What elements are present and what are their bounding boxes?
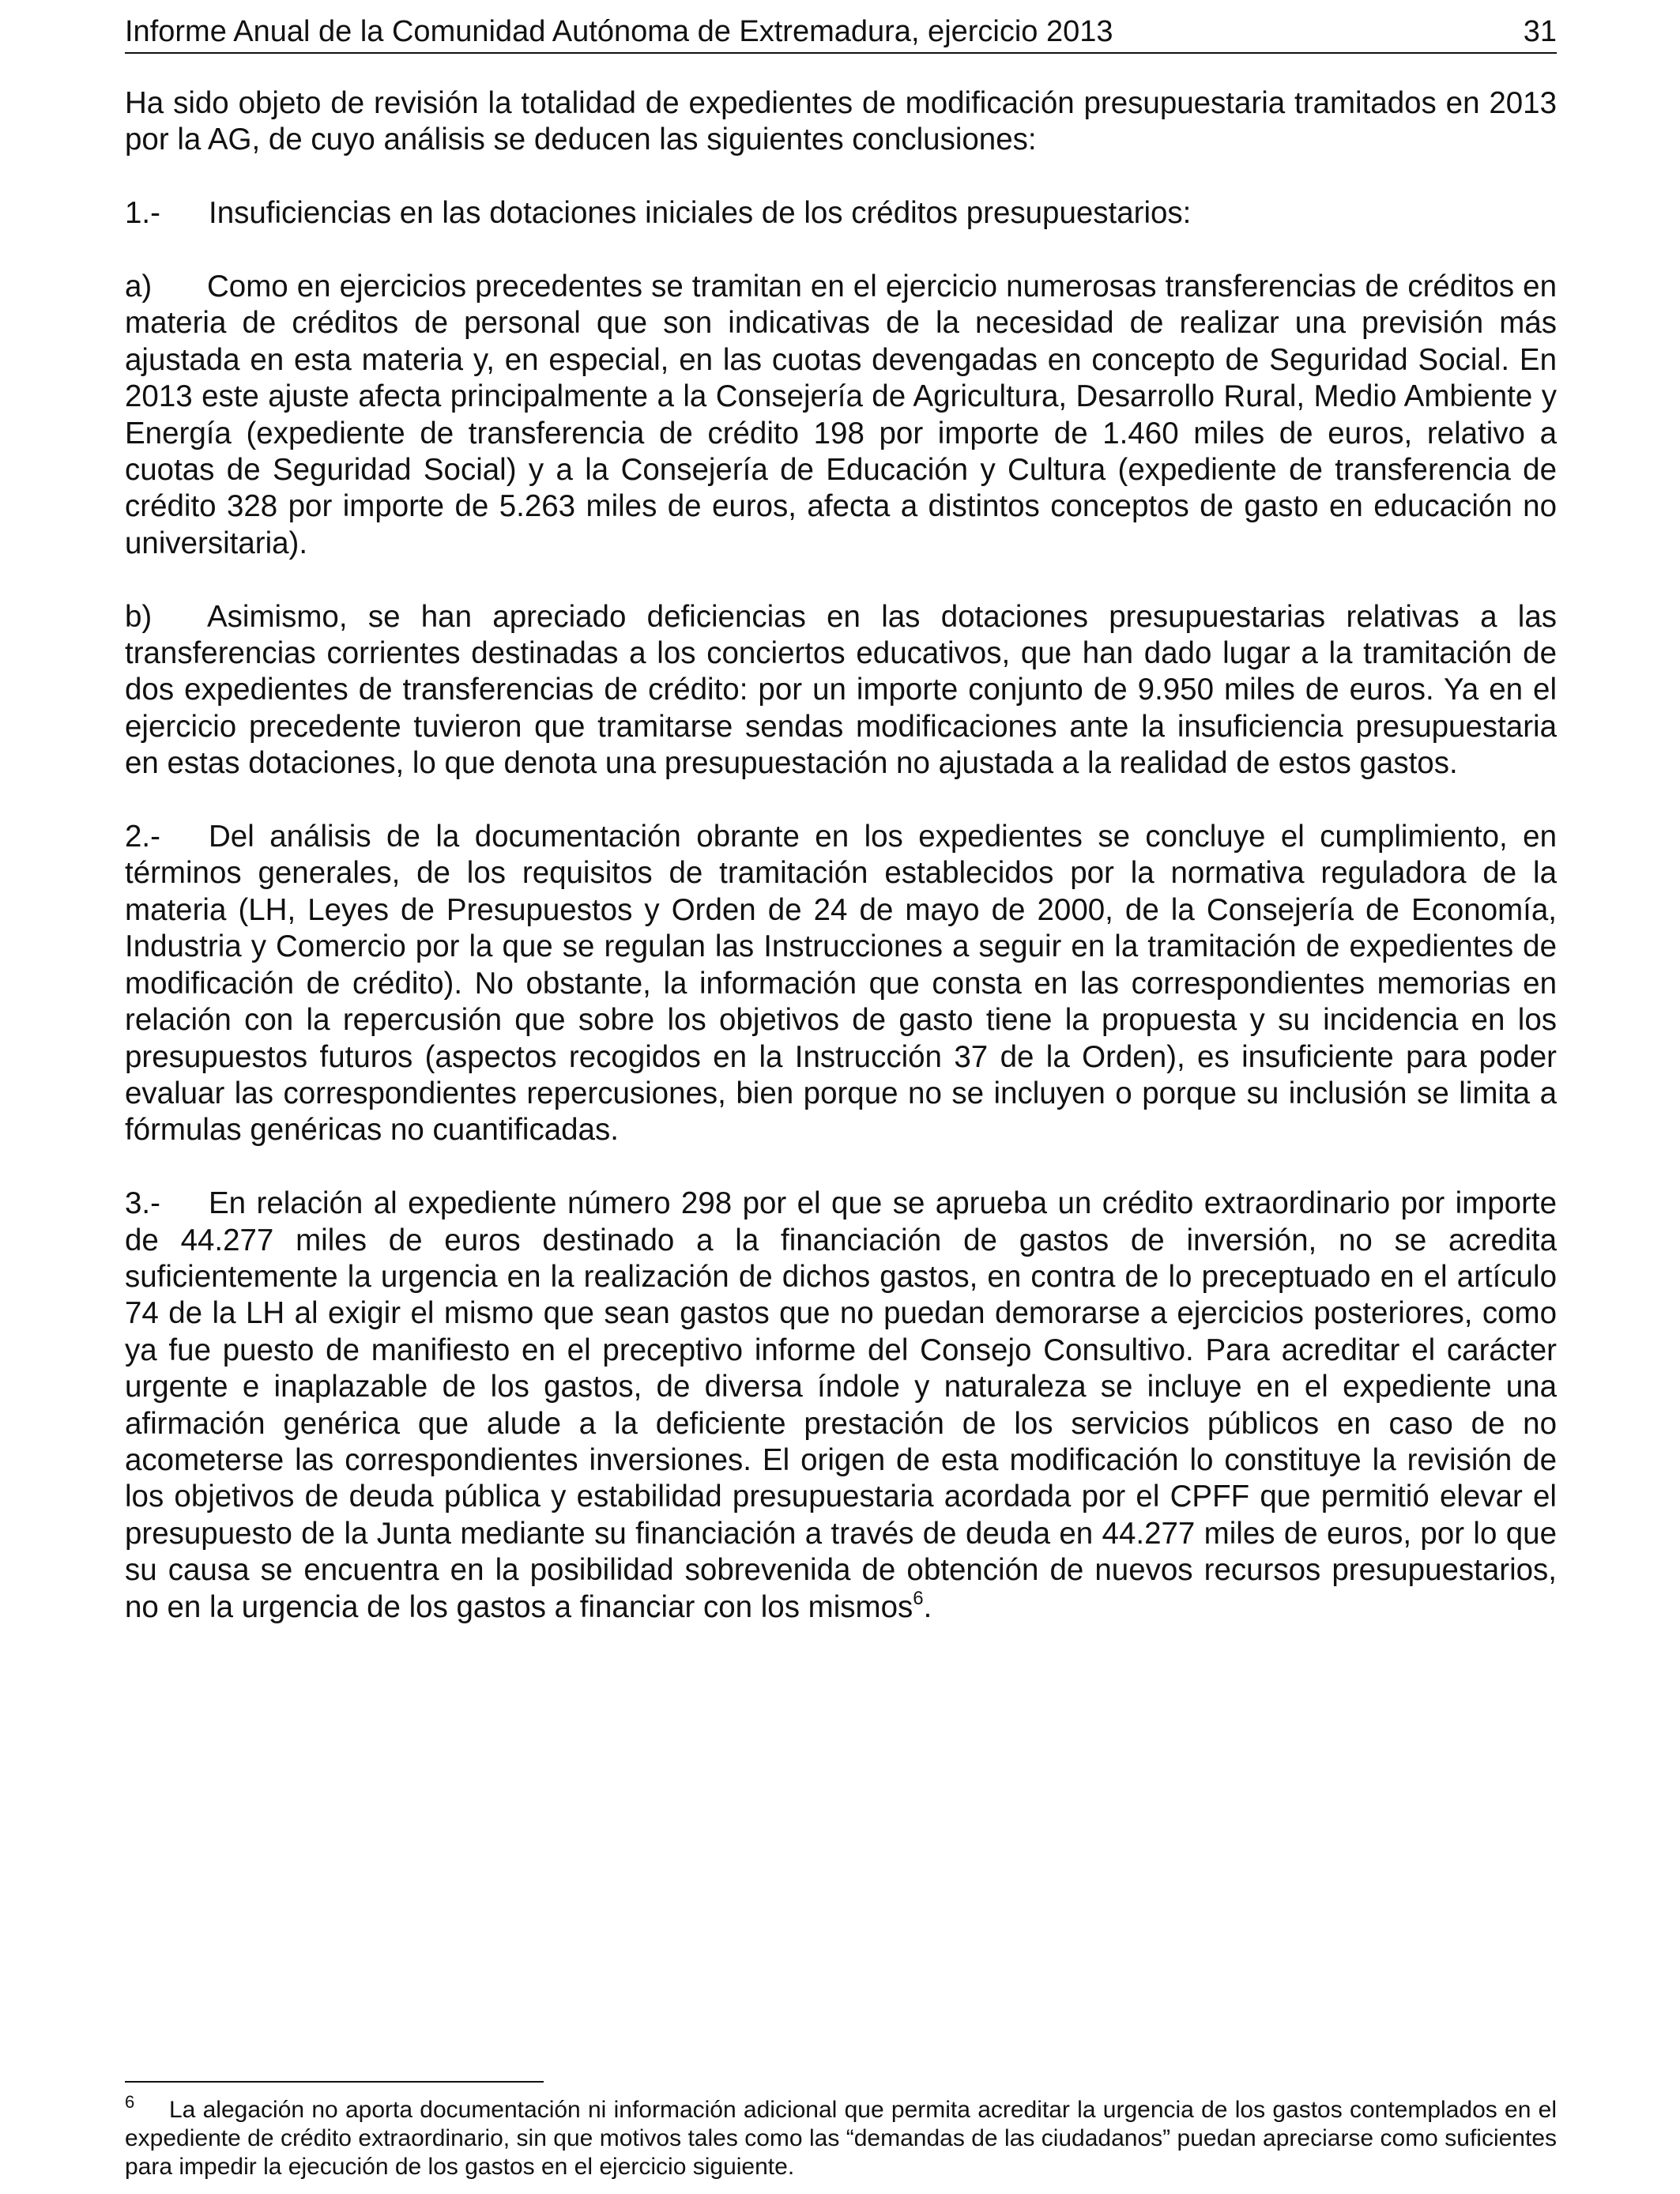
paragraph-b [125, 599, 1557, 782]
intro-paragraph: Ha sido objeto de revisión la totalidad de expedientes de modificación presupuestaria tramitados en 2013 por la AG, de cuyo análisis se deducen las siguientes conclusiones: [125, 86, 1557, 157]
body-text [125, 85, 1557, 1662]
section-2-number: 2.- [125, 820, 160, 854]
footnote [125, 2088, 1557, 2181]
section-1-heading [125, 195, 1557, 232]
paragraph-b-label: b) [125, 599, 153, 634]
section-2-paragraph [125, 819, 1557, 1149]
section-3-number: 3.- [125, 1186, 160, 1221]
section-3-paragraph [125, 1186, 1557, 1626]
page-number: 31 [1523, 15, 1557, 48]
section-3-end: . [923, 1589, 932, 1624]
footnote-text: La alegación no aporta documentación ni información adicional que permita acreditar la urgencia de los gastos contemplados en el expediente de crédito extraordinario, sin que motivos tales como las “demandas de las ciudadanos” puedan apreciarse como suficientes para impedir la ejecución de los gastos en el ejercicio siguiente. [125, 2097, 1557, 2180]
paragraph-a [125, 269, 1557, 562]
footnote-number: 6 [125, 2092, 135, 2112]
page-header [125, 8, 1557, 54]
footnote-separator [125, 2081, 544, 2083]
section-1-text: Insuficiencias en las dotaciones iniciales de los créditos presupuestarios: [209, 196, 1192, 231]
section-1-number: 1.- [125, 196, 160, 231]
paragraph-b-text: Asimismo, se han apreciado deficiencias en las dotaciones presupuestarias relativas a las transferencias corrientes destinadas a los conciertos educativos, que han dado lugar a la tramitación de dos expedientes de transferencias de crédito: por un importe conjunto de 9.950 miles de euros. Ya en el ejercicio precedente tuvieron que tramitarse sendas modificaciones ante la insuficiencia presupuestaria en estas dotaciones, lo que denota una presupuestación no ajustada a la realidad de estos gastos. [125, 599, 1557, 781]
section-2-text: Del análisis de la documentación obrante en los expedientes se concluye el cumplimiento, en términos generales, de los requisitos de tramitación establecidos por la normativa reguladora de la materia (LH, Leyes de Presupuestos y Orden de 24 de mayo de 2000, de la Consejería de Economía, Industria y Comercio por la que se regulan las Instrucciones a seguir en la tramitación de expedientes de modificación de crédito). No obstante, la información que consta en las correspondientes memorias en relación con la repercusión que sobre los objetivos de gasto tiene la propuesta y su incidencia en los presupuestos futuros (aspectos recogidos en la Instrucción 37 de la Orden), es insuficiente para poder evaluar las correspondientes repercusiones, bien porque no se incluyen o porque su inclusión se limita a fórmulas genéricas no cuantificadas. [125, 820, 1557, 1148]
report-title: Informe Anual de la Comunidad Autónoma de Extremadura, ejercicio 2013 [125, 15, 1113, 48]
footnote-reference[interactable]: 6 [913, 1587, 924, 1609]
paragraph-a-label: a) [125, 270, 153, 303]
paragraph-a-text: Como en ejercicios precedentes se tramitan en el ejercicio numerosas transferencias de créditos en materia de créditos de personal que son indicativas de la necesidad de realizar una previsión más ajustada en esta materia y, en especial, en las cuotas devengadas en concepto de Seguridad Social. En 2013 este ajuste afecta principalmente a la Consejería de Agricultura, Desarrollo Rural, Medio Ambiente y Energía (expediente de transferencia de crédito 198 por importe de 1.460 miles de euros, relativo a cuotas de Seguridad Social) y a la Consejería de Educación y Cultura (expediente de transferencia de crédito 328 por importe de 5.263 miles de euros, afecta a distintos conceptos de gasto en educación no universitaria). [125, 270, 1557, 560]
section-3-text: En relación al expediente número 298 por el que se aprueba un crédito extraordinario por importe de 44.277 miles de euros destinado a la financiación de gastos de inversión, no se acredita suficientemente la urgencia en la realización de dichos gastos, en contra de lo preceptuado en el artículo 74 de la LH al exigir el mismo que sean gastos que no puedan demorarse a ejercicios posteriores, como ya fue puesto de manifiesto en el preceptivo informe del Consejo Consultivo. Para acreditar el carácter urgente e inaplazable de los gastos, de diversa índole y naturaleza se incluye en el expediente una afirmación genérica que alude a la deficiente prestación de los servicios públicos en caso de no acometerse las correspondientes inversiones. El origen de esta modificación lo constituye la revisión de los objetivos de deuda pública y estabilidad presupuestaria acordada por el CPFF que permitió elevar el presupuesto de la Junta mediante su financiación a través de deuda en 44.277 miles de euros, por lo que su causa se encuentra en la posibilidad sobrevenida de obtención de nuevos recursos presupuestarios, no en la urgencia de los gastos a financiar con los mismos [125, 1186, 1557, 1624]
